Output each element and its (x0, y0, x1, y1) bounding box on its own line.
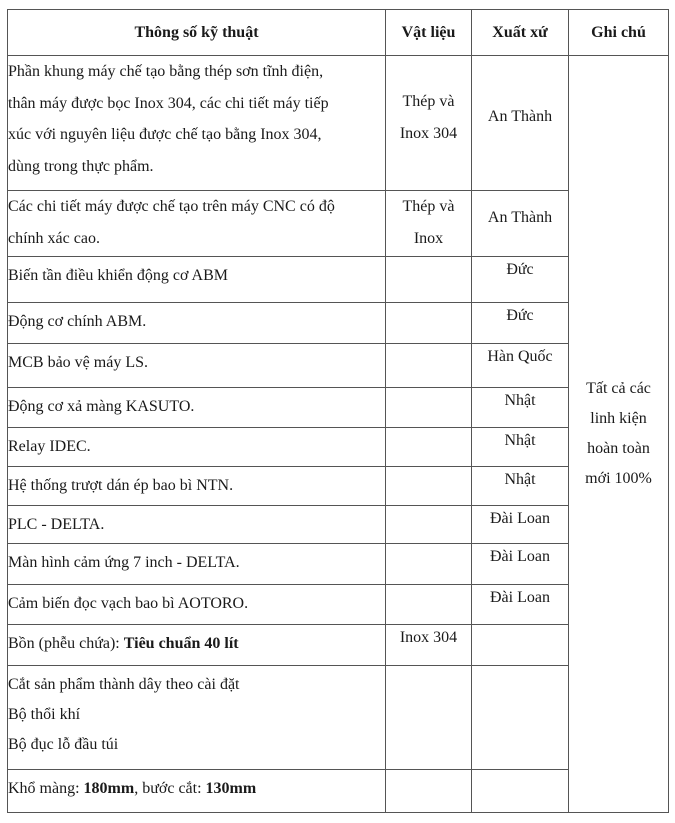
spec-label: , bước cắt: (134, 780, 206, 797)
note-line: Tất cả các (586, 380, 651, 397)
origin-cell: Đài Loan (472, 585, 569, 625)
spec-label: Bồn (phễu chứa): (8, 635, 124, 652)
spec-label: Khổ màng: (8, 780, 84, 797)
spec-line: Bộ thổi khí (8, 706, 81, 723)
spec-cell: Biến tần điều khiển động cơ ABM (8, 257, 386, 303)
origin-cell: Đài Loan (472, 506, 569, 544)
note-line: linh kiện (590, 410, 647, 427)
origin-cell (472, 625, 569, 666)
material-line: Inox (413, 229, 444, 247)
spec-line: Phần khung máy chế tạo bằng thép sơn tĩnh điện, (8, 63, 324, 80)
material-cell (386, 257, 472, 303)
header-row (8, 10, 669, 56)
material-cell (386, 666, 472, 770)
spec-cell: Động cơ xả màng KASUTO. (8, 388, 386, 428)
material-cell (386, 56, 472, 191)
origin-cell: Đức (472, 257, 569, 303)
material-line: Thép và (402, 93, 455, 110)
header-spec: Thông số kỹ thuật (8, 10, 386, 56)
header-note: Ghi chú (569, 10, 669, 56)
table-row (8, 56, 669, 191)
spec-cell: Màn hình cảm ứng 7 inch - DELTA. (8, 544, 386, 585)
origin-cell: Nhật (472, 428, 569, 467)
spec-line: chính xác cao. (8, 229, 100, 247)
spec-cell: Động cơ chính ABM. (8, 303, 386, 344)
material-cell: Inox 304 (386, 625, 472, 666)
origin-cell (472, 666, 569, 770)
spec-value: 130mm (205, 780, 257, 797)
spec-cell: PLC - DELTA. (8, 506, 386, 544)
header-origin: Xuất xứ (472, 10, 569, 56)
origin-cell: Đài Loan (472, 544, 569, 585)
spec-value: Tiêu chuẩn 40 lít (123, 635, 239, 652)
header-material: Vật liệu (386, 10, 472, 56)
spec-cell (8, 191, 386, 257)
material-cell (386, 770, 472, 813)
origin-cell: An Thành (472, 56, 569, 191)
note-line: hoàn toàn (587, 440, 650, 457)
origin-cell (472, 770, 569, 813)
spec-cell: Cảm biến đọc vạch bao bì AOTORO. (8, 585, 386, 625)
origin-cell: Đức (472, 303, 569, 344)
material-cell (386, 506, 472, 544)
material-line: Thép và (402, 198, 455, 215)
note-cell (569, 56, 669, 813)
spec-line: thân máy được bọc Inox 304, các chi tiết máy tiếp (8, 94, 329, 112)
origin-cell: Nhật (472, 467, 569, 506)
spec-line: Các chi tiết máy được chế tạo trên máy CNC có độ (8, 198, 335, 215)
spec-table (7, 9, 669, 813)
material-cell (386, 585, 472, 625)
origin-cell: Hàn Quốc (472, 344, 569, 388)
material-cell (386, 388, 472, 428)
spec-line: dùng trong thực phẩm. (8, 157, 154, 175)
material-cell (386, 428, 472, 467)
material-cell (386, 467, 472, 506)
spec-line: Cắt sản phẩm thành dây theo cài đặt (8, 676, 240, 693)
spec-line: xúc với nguyên liệu được chế tạo bằng Inox 304, (8, 126, 322, 143)
spec-cell: Hệ thống trượt dán ép bao bì NTN. (8, 467, 386, 506)
spec-cell (8, 56, 386, 191)
spec-cell (8, 625, 386, 666)
material-cell (386, 544, 472, 585)
spec-cell (8, 666, 386, 770)
spec-cell: MCB bảo vệ máy LS. (8, 344, 386, 388)
spec-line: Bộ đục lỗ đầu túi (8, 736, 119, 753)
material-cell (386, 191, 472, 257)
note-line: mới 100% (585, 470, 652, 487)
material-line: Inox 304 (399, 124, 458, 142)
material-cell (386, 303, 472, 344)
origin-cell: Nhật (472, 388, 569, 428)
spec-cell (8, 770, 386, 813)
material-cell (386, 344, 472, 388)
origin-cell: An Thành (472, 191, 569, 257)
spec-value: 180mm (83, 780, 135, 797)
spec-cell: Relay IDEC. (8, 428, 386, 467)
